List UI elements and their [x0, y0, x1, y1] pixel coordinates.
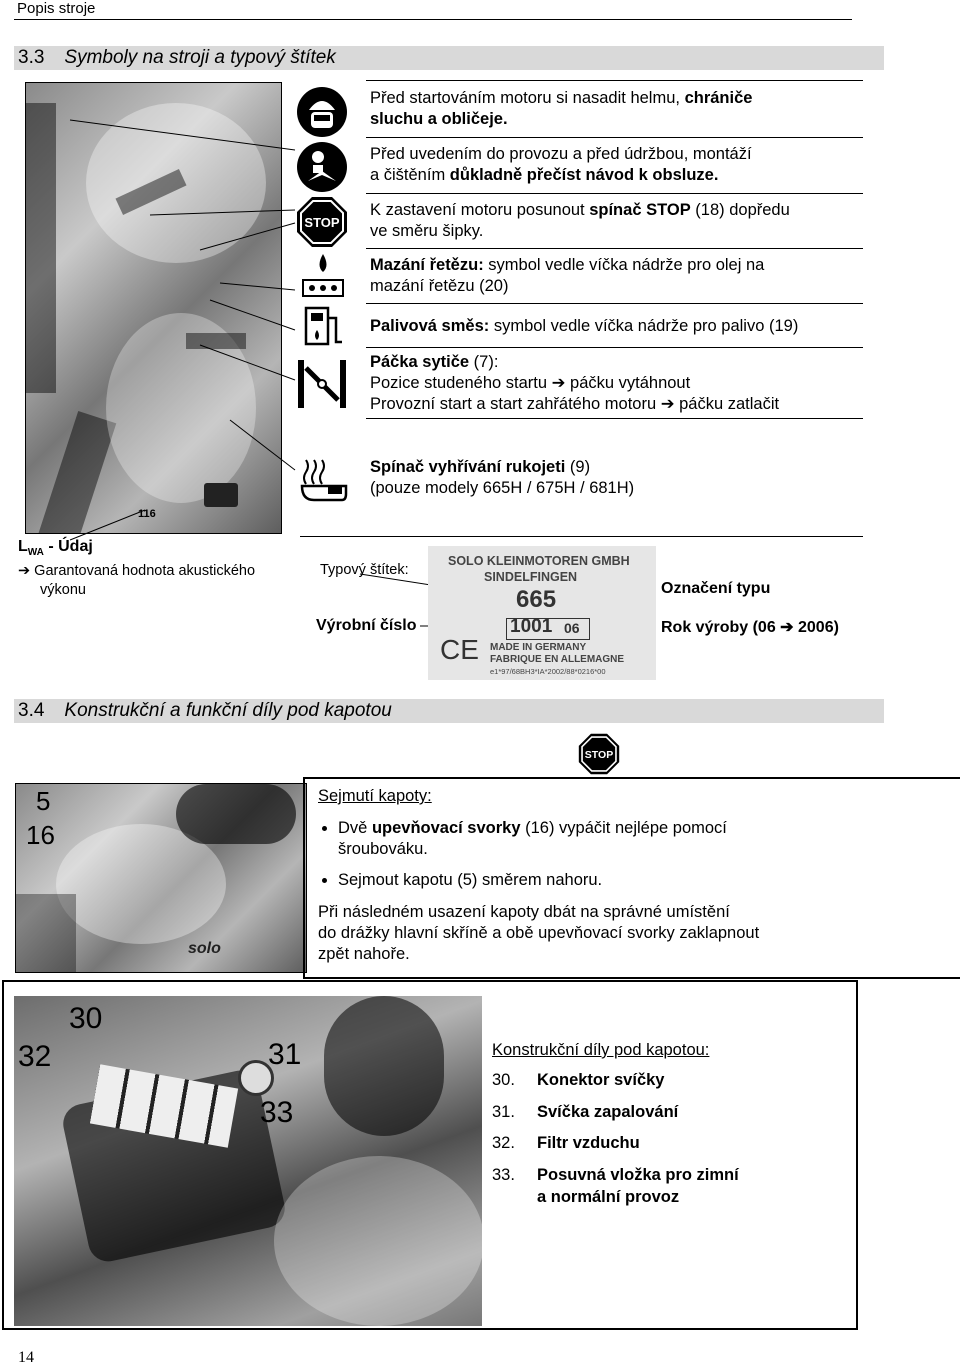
rule [366, 248, 863, 249]
fuel-mix-icon [302, 304, 354, 356]
rule [366, 137, 863, 138]
text-bold: upevňovací svorky [371, 819, 521, 837]
text: mazání řetězu (20) [370, 277, 509, 295]
plate-serial: 1001 [510, 616, 553, 637]
text-bold: Spínač vyhřívání rukojeti [370, 458, 566, 476]
section-title: Konstrukční a funkční díly pod kapotou [64, 700, 392, 721]
text-bold: chrániče [684, 89, 753, 107]
sound-level-mark: 116 [138, 508, 156, 520]
text: 31. [492, 1103, 515, 1121]
section-number: 3.4 [18, 700, 45, 721]
plate-city: SINDELFINGEN [484, 570, 578, 584]
symbol-manual-text [370, 144, 752, 186]
parts-item-30 [492, 1070, 665, 1091]
text: STOP [584, 749, 614, 762]
callout-16: 16 [26, 820, 55, 850]
parts-item-31 [492, 1102, 679, 1123]
text: Před startováním motoru si nasadit helmu, [370, 89, 685, 107]
callout-5: 5 [36, 786, 51, 816]
text: ve směru šipky. [370, 222, 484, 240]
text-bold: Filtr vzduchu [537, 1134, 640, 1152]
text-bold: Páčka sytiče [370, 353, 470, 371]
text: WA [27, 547, 44, 559]
cover-removal-photo [15, 783, 307, 973]
parts-heading: Konstrukční díly pod kapotou: [492, 1041, 710, 1059]
type-designation-label: Označení typu [661, 580, 771, 597]
rule [366, 193, 863, 194]
text: zpět nahoře. [318, 945, 410, 963]
page-header: Popis stroje [17, 0, 96, 17]
text: symbol vedle víčka nádrže pro olej na [483, 256, 765, 274]
helmet-icon [296, 86, 348, 138]
symbol-chain-oil-text [370, 255, 764, 297]
text: L [18, 538, 28, 555]
text: (pouze modely 665H / 675H / 681H) [370, 479, 635, 497]
callout-30: 30 [69, 1002, 103, 1035]
chain-oil-icon [300, 252, 352, 304]
stop-icon [296, 196, 348, 248]
rule [366, 418, 863, 419]
text-bold: Posuvná vložka pro zimní [537, 1166, 739, 1184]
text: Provozní start a start zahřátého motoru ➔ páčku zatlačit [370, 395, 780, 413]
section-title: Symboly na stroji a typový štítek [64, 47, 336, 68]
removal-heading: Sejmutí kapoty: [318, 787, 432, 805]
production-year-label: Rok výroby (06 ➔ 2006) [661, 619, 839, 636]
svg-text:STOP: STOP [304, 215, 340, 230]
text-bold: spínač STOP [589, 201, 691, 219]
plate-approval: e1*97/68BH3*IA*2002/88*0216*00 [490, 667, 606, 676]
text: do drážky hlavní skříně a obě upevňovací svorky zaklapnout [318, 924, 760, 942]
plate-manufacturer: SOLO KLEINMOTOREN GMBH [448, 554, 630, 568]
text: K zastavení motoru posunout [370, 201, 590, 219]
ce-mark: CE [440, 634, 479, 665]
text: - Údaj [43, 538, 93, 555]
text: šroubováku. [338, 840, 428, 858]
text: Dvě [338, 819, 372, 837]
text-bold: Mazání řetězu: [370, 256, 484, 274]
callout-32: 32 [18, 1040, 52, 1073]
text-bold: sluchu a obličeje. [370, 110, 508, 128]
text: (9) [565, 458, 591, 476]
text: výkonu [40, 582, 86, 598]
text: (16) vypáčit nejlépe pomocí [520, 819, 727, 837]
solo-logo: solo [188, 940, 221, 957]
text-bold: Svíčka zapalování [537, 1103, 679, 1121]
symbol-helmet-text [370, 88, 752, 130]
heated-handle-icon [298, 456, 350, 508]
plate-fabrique: FABRIQUE EN ALLEMAGNE [490, 654, 625, 665]
serial-number-label: Výrobní číslo [316, 617, 417, 634]
removal-step-1 [338, 818, 878, 860]
callout-33: 33 [260, 1096, 294, 1129]
symbol-fuel-text [370, 316, 798, 337]
symbol-stop-text [370, 200, 790, 242]
plate-made-in: MADE IN GERMANY [490, 642, 587, 653]
text: 30. [492, 1071, 515, 1089]
text: Před uvedením do provozu a před údržbou, montáží [370, 145, 752, 163]
text: Pozice studeného startu ➔ páčku vytáhnout [370, 374, 691, 392]
read-manual-icon [296, 141, 348, 193]
parts-item-33 [492, 1165, 739, 1186]
plate-model: 665 [516, 586, 557, 613]
type-plate [428, 546, 656, 680]
text: (18) dopředu [690, 201, 790, 219]
text-bold: a normální provoz [537, 1188, 680, 1206]
rule [366, 80, 863, 81]
text-bold: důkladně přečíst návod k obsluze. [449, 166, 719, 184]
text-bold: Konektor svíčky [537, 1071, 665, 1089]
under-cover-photo [14, 996, 482, 1326]
text: a čištěním [370, 166, 450, 184]
page-number: 14 [18, 1349, 34, 1366]
rule [366, 347, 863, 348]
symbol-heated-text [370, 457, 634, 499]
text: (7): [469, 353, 499, 371]
text: ➔ Garantovaná hodnota akustického [18, 563, 256, 579]
text-bold: Palivová směs: [370, 317, 490, 335]
type-plate-label: Typový štítek: [320, 562, 409, 578]
rule [366, 303, 863, 304]
text: 33. [492, 1166, 515, 1184]
rule [300, 536, 863, 537]
plate-year: 06 [564, 620, 580, 636]
stop-warning-icon [578, 733, 620, 775]
section-number: 3.3 [18, 47, 45, 68]
removal-step-2: • Sejmout kapotu (5) směrem nahoru. [338, 870, 878, 891]
symbol-choke-text [370, 352, 779, 415]
removal-note [318, 902, 759, 965]
callout-31: 31 [268, 1038, 302, 1071]
choke-icon [296, 358, 348, 410]
text: Při následném usazení kapoty dbát na správné umístění [318, 903, 730, 921]
text: symbol vedle víčka nádrže pro palivo (19) [489, 317, 799, 335]
section-3-4-heading [14, 699, 884, 723]
parts-item-32 [492, 1133, 640, 1154]
removal-steps [318, 818, 878, 901]
text: 32. [492, 1134, 515, 1152]
